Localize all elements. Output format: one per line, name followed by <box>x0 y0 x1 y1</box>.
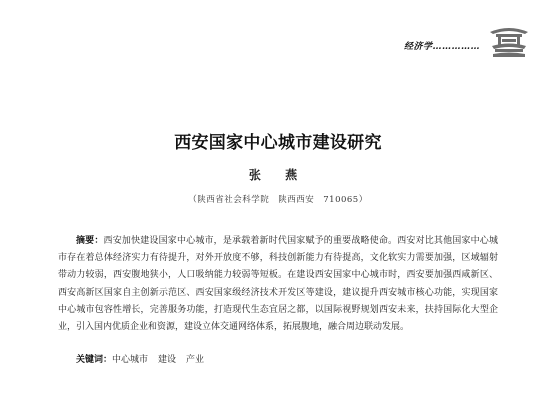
section-label: 经济学…………… <box>404 42 481 52</box>
abstract <box>58 233 498 336</box>
keywords-label: 关键词： <box>76 355 113 365</box>
keywords <box>76 352 214 365</box>
abstract-label: 摘要： <box>76 236 104 246</box>
abstract-text: 西安加快建设国家中心城市，是承载着新时代国家赋予的重要战略使命。西安对比其他国家中心城市存在着总体经济实力有待提升，对外开放度不够，科技创新能力有待提高，文化软实力需要加强，区域辐射带动力较弱，西安腹地狭小，人口吸纳能力较弱等短板。在建设西安国家中心城市时，西安要加强西咸新区、西安高新区国家自主创新示范区、西安国家级经济技术开发区等建设，建议提升西安城市核心功能，实现国家中心城市包容性增长，完善服务功能，打造现代生态宜居之都，以国际视野规划西安未来，扶持国际化大型企业，引入国内优质企业和资源，建设立体交通网络体系，拓展腹地，融合周边联动发展。 <box>58 236 498 333</box>
page-header <box>0 0 556 60</box>
keyword-item: 建设 <box>158 355 177 365</box>
pavilion-logo-icon <box>488 22 530 62</box>
keyword-item: 中心城市 <box>112 355 149 365</box>
author-affiliation: （陕西省社会科学院 陕西西安 710065） <box>188 195 368 205</box>
article-title: 西安国家中心城市建设研究 <box>174 133 382 153</box>
article-author: 张 燕 <box>248 168 308 182</box>
keyword-item: 产业 <box>186 355 205 365</box>
